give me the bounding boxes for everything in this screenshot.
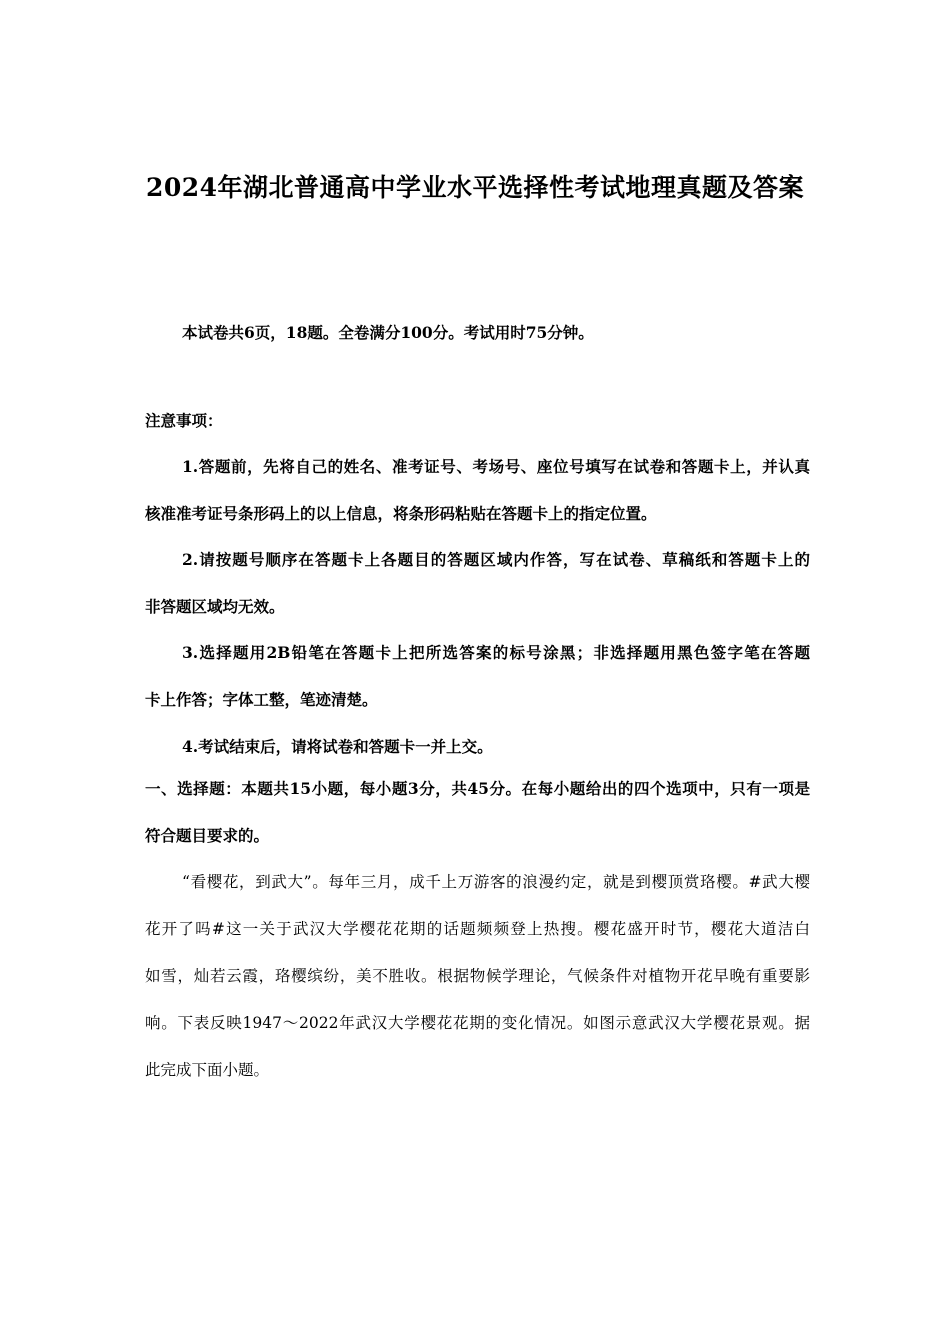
notice-item-1-line-2: 核准准考证号条形码上的以上信息，将条形码粘贴在答题卡上的指定位置。: [145, 504, 657, 523]
notice-heading: 注意事项：: [145, 411, 223, 430]
passage-line-5: 此完成下面小题。: [145, 1061, 270, 1079]
notice-item-2-line-1: 2.请按题号顺序在答题卡上各题目的答题区域内作答，写在试卷、草稿纸和答题卡上的: [182, 550, 810, 569]
page-title: 2024年湖北普通高中学业水平选择性考试地理真题及答案: [145, 173, 805, 202]
section-1-heading-line-1: 一、选择题：本题共15小题，每小题3分，共45分。在每小题给出的四个选项中，只有一项是: [145, 779, 810, 798]
notice-item-3-line-2: 卡上作答；字体工整，笔迹清楚。: [145, 690, 378, 709]
notice-item-4: 4.考试结束后，请将试卷和答题卡一并上交。: [182, 737, 493, 756]
passage-line-2: 花开了吗#这一关于武汉大学樱花花期的话题频频登上热搜。樱花盛开时节，樱花大道洁白: [145, 920, 810, 938]
exam-intro: 本试卷共6页，18题。全卷满分100分。考试用时75分钟。: [182, 323, 594, 342]
notice-item-1-line-1: 1.答题前，先将自己的姓名、准考证号、考场号、座位号填写在试卷和答题卡上，并认真: [182, 457, 810, 476]
notice-item-2-line-2: 非答题区域均无效。: [145, 597, 285, 616]
passage-line-3: 如雪，灿若云霞，珞樱缤纷，美不胜收。根据物候学理论，气候条件对植物开花早晚有重要影: [145, 967, 810, 985]
passage-line-1: “看樱花，到武大”。每年三月，成千上万游客的浪漫约定，就是到樱顶赏珞樱。#武大樱: [182, 873, 810, 891]
notice-item-3-line-1: 3.选择题用2B铅笔在答题卡上把所选答案的标号涂黑；非选择题用黑色签字笔在答题: [182, 643, 810, 662]
passage-line-4: 响。下表反映1947～2022年武汉大学樱花花期的变化情况。如图示意武汉大学樱花景观。据: [145, 1014, 810, 1032]
section-1-heading-line-2: 符合题目要求的。: [145, 826, 270, 845]
